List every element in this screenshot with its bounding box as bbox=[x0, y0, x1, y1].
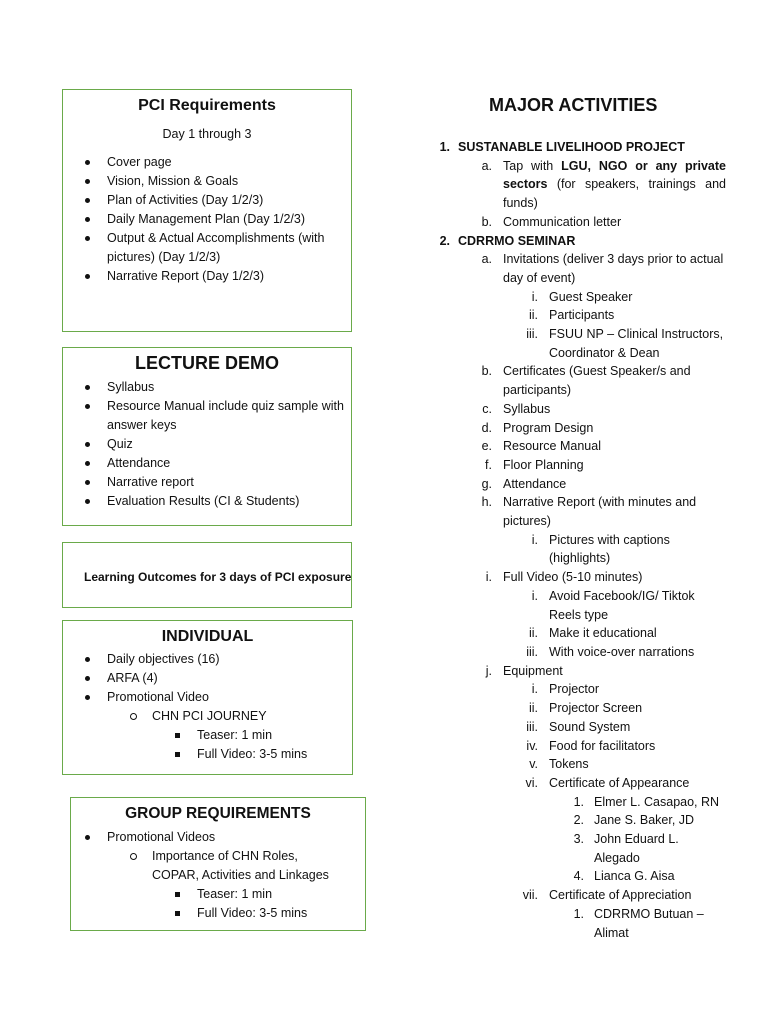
list-item-text: Invitations (deliver 3 days prior to actual day of event) bbox=[503, 252, 724, 285]
list-item-number: v. bbox=[529, 757, 538, 772]
list-item-number: e. bbox=[481, 439, 492, 454]
list-item: ARFA (4) bbox=[63, 669, 352, 688]
list-item bbox=[436, 643, 726, 662]
list-item bbox=[436, 400, 726, 419]
list-item-number: c. bbox=[482, 401, 492, 416]
list-item-text: SUSTANABLE LIVELIHOOD PROJECT bbox=[458, 140, 685, 154]
list-item-text: Guest Speaker bbox=[549, 289, 633, 304]
list-item bbox=[436, 662, 726, 681]
list-item bbox=[436, 475, 726, 494]
list-item-number: a. bbox=[481, 158, 492, 173]
list-item bbox=[436, 138, 726, 157]
list-item-number: iii. bbox=[526, 644, 538, 659]
list-item-text: Projector bbox=[549, 682, 600, 697]
list-item bbox=[436, 213, 726, 232]
list-item-number: 4. bbox=[573, 869, 584, 884]
list-item bbox=[436, 737, 726, 756]
list-item: Importance of CHN Roles, COPAR, Activities and Linkages bbox=[108, 847, 335, 885]
list-item-number: 2. bbox=[439, 233, 450, 248]
list-item-text: CDRRMO Butuan – Alimat bbox=[594, 906, 704, 940]
list-item-number: vi. bbox=[525, 775, 538, 790]
lecture-demo-box bbox=[62, 347, 352, 526]
group-requirements-box bbox=[70, 797, 366, 931]
list-item bbox=[436, 830, 726, 867]
list-item-number: iii. bbox=[526, 719, 538, 734]
list-item bbox=[436, 437, 726, 456]
list-item-text: Make it educational bbox=[549, 626, 657, 641]
list-item: Daily objectives (16) bbox=[63, 650, 352, 669]
list-item: Evaluation Results (CI & Students) bbox=[63, 492, 349, 511]
list-item bbox=[436, 867, 726, 886]
list-item bbox=[436, 419, 726, 438]
list-item bbox=[436, 774, 726, 793]
list-item bbox=[436, 811, 726, 830]
list-item-text: Lianca G. Aisa bbox=[594, 869, 675, 884]
list-item-number: 3. bbox=[573, 832, 584, 847]
list-item: Daily Management Plan (Day 1/2/3) bbox=[63, 210, 337, 229]
list-item-text: Projector Screen bbox=[549, 701, 643, 716]
list-item: Full Video: 3-5 mins bbox=[153, 745, 352, 764]
list-item-number: iv. bbox=[526, 738, 538, 753]
list-item: Attendance bbox=[63, 454, 349, 473]
list-item-text: Pictures with captions (highlights) bbox=[549, 532, 670, 566]
list-item-number: i. bbox=[531, 588, 538, 603]
pci-requirements-subtitle: Day 1 through 3 bbox=[162, 127, 252, 141]
list-item-number: 1. bbox=[439, 140, 450, 154]
list-item-number: 2. bbox=[573, 813, 584, 828]
list-item-number: ii. bbox=[528, 626, 538, 641]
list-item bbox=[436, 288, 726, 307]
list-item-number: d. bbox=[481, 420, 492, 435]
list-item-number: i. bbox=[531, 532, 538, 547]
list-item bbox=[436, 905, 726, 942]
list-item bbox=[436, 306, 726, 325]
list-item bbox=[436, 680, 726, 699]
individual-sublist bbox=[108, 707, 352, 726]
list-item-number: g. bbox=[481, 476, 492, 491]
individual-box bbox=[62, 620, 353, 775]
list-item-number: j. bbox=[485, 663, 492, 678]
list-item-text: Jane S. Baker, JD bbox=[594, 813, 695, 828]
list-item-text: FSUU NP – Clinical Instructors, Coordinator & Dean bbox=[549, 327, 724, 360]
list-item bbox=[436, 325, 726, 362]
list-item: Narrative Report (Day 1/2/3) bbox=[63, 267, 337, 286]
list-item bbox=[436, 699, 726, 718]
list-item: Resource Manual include quiz sample with answer keys bbox=[63, 397, 349, 435]
list-item: Promotional Video bbox=[63, 688, 352, 707]
list-item bbox=[436, 718, 726, 737]
list-item: Output & Actual Accomplishments (with pictures) (Day 1/2/3) bbox=[63, 229, 337, 267]
list-item bbox=[436, 493, 726, 530]
major-activities-list bbox=[436, 138, 726, 942]
list-item: Cover page bbox=[63, 153, 337, 172]
list-item-text: Food for facilitators bbox=[549, 738, 656, 753]
list-item-number: i. bbox=[485, 570, 492, 585]
list-item bbox=[436, 755, 726, 774]
list-item: CHN PCI JOURNEY bbox=[108, 707, 352, 726]
learning-outcomes-text: Learning Outcomes for 3 days of PCI exposure bbox=[84, 570, 352, 584]
list-item-number: iii. bbox=[526, 327, 538, 342]
list-item-text: Narrative Report (with minutes and pictures) bbox=[503, 495, 697, 529]
list-item: Plan of Activities (Day 1/2/3) bbox=[63, 191, 337, 210]
list-item-number: ii. bbox=[528, 308, 538, 323]
list-item: Teaser: 1 min bbox=[153, 726, 352, 745]
lecture-demo-title: LECTURE DEMO bbox=[135, 353, 279, 373]
list-item-number: f. bbox=[485, 457, 492, 472]
list-item-text: Avoid Facebook/IG/ Tiktok Reels type bbox=[549, 588, 695, 622]
individual-list bbox=[63, 650, 352, 707]
pci-requirements-title: PCI Requirements bbox=[138, 97, 276, 114]
lecture-demo-list bbox=[63, 378, 351, 511]
list-item-text: Elmer L. Casapao, RN bbox=[594, 794, 720, 809]
list-item bbox=[436, 157, 726, 213]
list-item-text: Sound System bbox=[549, 719, 631, 734]
group-requirements-sublist bbox=[108, 847, 365, 885]
list-item bbox=[436, 362, 726, 399]
list-item-text: Certificate of Appearance bbox=[549, 775, 690, 790]
list-item-text: CDRRMO SEMINAR bbox=[458, 233, 576, 248]
list-item-text: Communication letter bbox=[503, 214, 622, 229]
list-item bbox=[436, 624, 726, 643]
list-item: Vision, Mission & Goals bbox=[63, 172, 337, 191]
pci-requirements-box bbox=[62, 89, 352, 332]
list-item: Teaser: 1 min bbox=[153, 885, 365, 904]
list-item bbox=[436, 250, 726, 287]
list-item: Promotional Videos bbox=[63, 828, 365, 847]
major-activities-title: MAJOR ACTIVITIES bbox=[489, 95, 658, 115]
list-item-text: Full Video (5-10 minutes) bbox=[503, 570, 643, 585]
list-item-text: Program Design bbox=[503, 420, 594, 435]
list-item-number: b. bbox=[481, 364, 492, 379]
list-item-text: Participants bbox=[549, 308, 615, 323]
list-item-text: With voice-over narrations bbox=[549, 644, 695, 659]
list-item: Full Video: 3-5 mins bbox=[153, 904, 365, 923]
list-item-text: Resource Manual bbox=[503, 439, 601, 454]
list-item-text: Syllabus bbox=[503, 401, 551, 416]
pci-requirements-list bbox=[63, 153, 351, 286]
list-item-number: vii. bbox=[522, 888, 538, 903]
list-item-number: 1. bbox=[573, 794, 584, 809]
list-item-text: Tokens bbox=[549, 757, 589, 772]
group-requirements-list bbox=[63, 828, 365, 847]
learning-outcomes-box bbox=[62, 542, 352, 608]
list-item bbox=[436, 232, 726, 251]
list-item bbox=[436, 531, 726, 568]
list-item-number: i. bbox=[531, 682, 538, 697]
list-item bbox=[436, 587, 726, 624]
list-item: Quiz bbox=[63, 435, 349, 454]
list-item bbox=[436, 886, 726, 905]
list-item-number: h. bbox=[481, 495, 492, 510]
group-requirements-subsublist bbox=[153, 885, 365, 923]
list-item-number: 1. bbox=[573, 906, 584, 921]
list-item-text: Equipment bbox=[503, 663, 563, 678]
list-item: Narrative report bbox=[63, 473, 349, 492]
list-item-text: Attendance bbox=[503, 476, 567, 491]
list-item-text: Tap with LGU, NGO or any private sectors (for speakers, trainings and funds) bbox=[503, 158, 726, 211]
list-item-number: b. bbox=[481, 214, 492, 229]
list-item bbox=[436, 793, 726, 812]
list-item-number: ii. bbox=[528, 701, 538, 716]
list-item-text: John Eduard L. Alegado bbox=[594, 832, 679, 865]
list-item bbox=[436, 568, 726, 587]
group-requirements-title: GROUP REQUIREMENTS bbox=[125, 805, 311, 822]
individual-subsublist bbox=[153, 726, 352, 764]
list-item-number: a. bbox=[481, 252, 492, 267]
list-item bbox=[436, 456, 726, 475]
list-item-number: i. bbox=[531, 289, 538, 304]
list-item-text: Floor Planning bbox=[503, 457, 584, 472]
list-item-text: Certificate of Appreciation bbox=[549, 888, 692, 903]
list-item-text: Certificates (Guest Speaker/s and participants) bbox=[503, 364, 691, 398]
list-item: Syllabus bbox=[63, 378, 349, 397]
individual-title: INDIVIDUAL bbox=[161, 628, 254, 645]
